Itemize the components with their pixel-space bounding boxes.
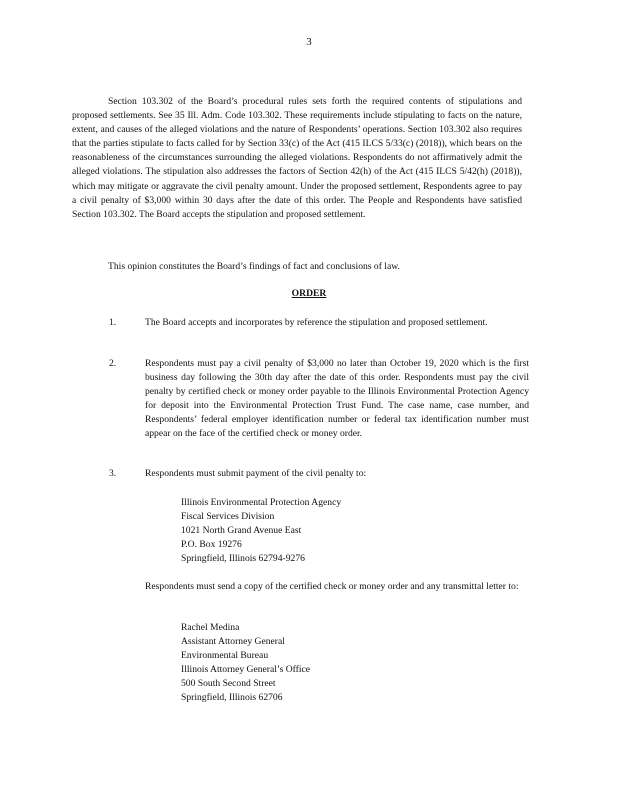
transmittal-instruction: Respondents must send a copy of the certified check or money order and any transmittal letter to: [145, 581, 519, 592]
order-item-number: 1. [109, 317, 117, 328]
copy-address-block [181, 621, 310, 706]
address-line: Illinois Attorney General’s Office [181, 664, 311, 676]
order-item-text: Respondents must submit payment of the civil penalty to: [145, 468, 367, 479]
address-line: Fiscal Services Division [181, 511, 275, 523]
address-line: Environmental Bureau [181, 650, 269, 662]
order-heading-text: ORDER [291, 288, 327, 299]
address-line: 500 South Second Street [181, 678, 276, 690]
order-heading [0, 288, 618, 299]
findings-paragraph: This opinion constitutes the Board’s findings of fact and conclusions of law. [108, 261, 400, 272]
order-item-3 [109, 467, 529, 481]
order-item-number: 3. [109, 468, 117, 479]
address-line: Illinois Environmental Protection Agency [181, 497, 342, 508]
order-item-number: 2. [109, 358, 117, 369]
address-line: P.O. Box 19276 [181, 539, 242, 551]
order-item-text: The Board accepts and incorporates by reference the stipulation and proposed settlement. [145, 317, 488, 328]
page-number: 3 [306, 36, 312, 48]
order-item-2 [109, 357, 529, 442]
address-line: 1021 North Grand Avenue East [181, 525, 302, 537]
address-line: Assistant Attorney General [181, 636, 285, 648]
address-line: Rachel Medina [181, 622, 240, 633]
order-item-1 [109, 316, 529, 330]
address-line: Springfield, Illinois 62706 [181, 692, 283, 704]
address-line: Springfield, Illinois 62794-9276 [181, 553, 305, 565]
order-item-text: Respondents must pay a civil penalty of $3,000 no later than October 19, 2020 which is the first business day following the 30th day after the date of this order. Respondents must pay the civil penalty by certified check or money order payable to the Illinois Environmental Protection Agency for deposit into the Environmental Protection Trust Fund. The case name, case number, and Respondents’ federal employer identification number or federal tax identification number must appear on the face of the certified check or money order. [145, 358, 529, 440]
opinion-paragraph: Section 103.302 of the Board’s procedural rules sets forth the required contents of stipulations and proposed settlements. See 35 Ill. Adm. Code 103.302. These requirements include stipulating to facts on the nature, extent, and causes of the alleged violations and the nature of Respondents’ operations. Section 103.302 also requires that the parties stipulate to facts called for by Section 33(c) of the Act (415 ILCS 5/33(c) (2018)), which bears on the reasonableness of the circumstances surrounding the alleged violations. Respondents do not affirmatively admit the alleged violations. The stipulation also addresses the factors of Section 42(h) of the Act (415 ILCS 5/42(h) (2018)), which may mitigate or aggravate the civil penalty amount. Under the proposed settlement, Respondents agree to pay a civil penalty of $3,000 within 30 days after the date of this order. The People and Respondents have satisfied Section 103.302. The Board accepts the stipulation and proposed settlement. [72, 96, 522, 220]
payment-address-block [181, 496, 341, 566]
